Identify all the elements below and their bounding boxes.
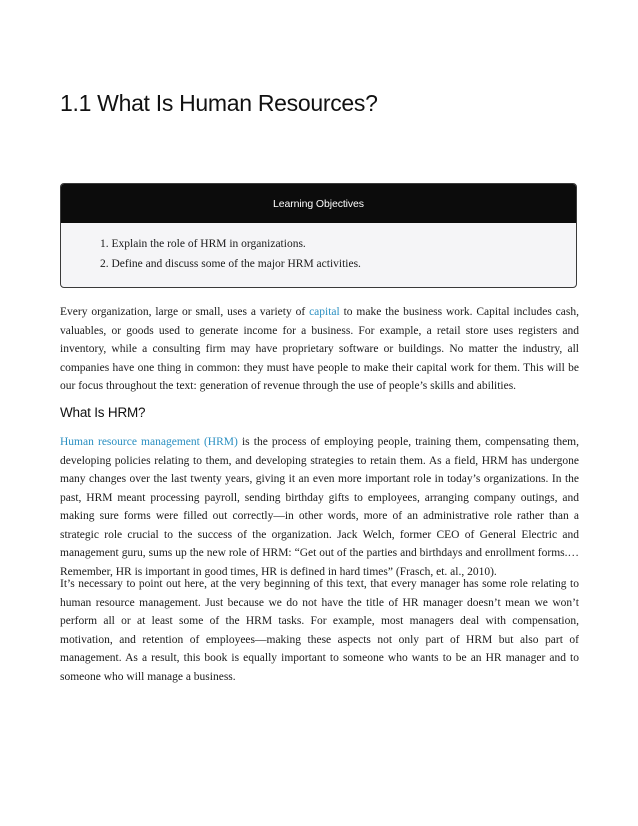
hrm-glossary-link[interactable]: Human resource management (HRM)	[60, 436, 238, 448]
learning-objectives-list	[100, 234, 361, 274]
hrm-definition-paragraph	[60, 433, 579, 581]
learning-objectives-box	[60, 183, 577, 288]
intro-paragraph	[60, 303, 579, 396]
intro-text-after-link: to make the business work. Capital includes cash, valuables, or goods used to generate income for a business. For example, a retail store uses registers and inventory, while a consulting firm may have proprietary software or buildings. No matter the industry, all companies have one thing in common: they must have people to make their capital work for them. This will be our focus throughout the text: generation of revenue through the use of people’s skills and abilities.	[60, 306, 579, 392]
section-heading-what-is-hrm: What Is HRM?	[60, 405, 146, 420]
hrm-definition-text: is the process of employing people, training them, compensating them, developing policies relating to them, and developing strategies to retain them. As a field, HRM has undergone many changes over the last twenty years, giving it an even more important role in today’s organizations. In the past, HRM meant processing payroll, sending birthday gifts to employees, arranging company outings, and making sure forms were filled out correctly—in other words, more of an administrative role rather than a strategic role crucial to the success of the organization. Jack Welch, former CEO of General Electric and management guru, sums up the new role of HRM: “Get out of the parties and birthdays and enrollment forms.… Remember, HR is important in good times, HR is defined in hard times” (Frasch, et. al., 2010).	[60, 436, 579, 578]
capital-glossary-link[interactable]: capital	[309, 306, 340, 318]
manager-role-paragraph: It’s necessary to point out here, at the very beginning of this text, that every manager has some role relating to human resource management. Just because we do not have the title of HR manager doesn’t mean we won’t perform all or at least some of the HRM tasks. For example, most managers deal with compensation, motivation, and retention of employees—making these aspects not only part of HRM but also part of management. As a result, this book is equally important to someone who wants to be an HR manager and to someone who will manage a business.	[60, 578, 579, 683]
intro-text-before-link: Every organization, large or small, uses a variety of	[60, 306, 310, 318]
learning-objective-item: 2. Define and discuss some of the major HRM activities.	[100, 258, 361, 270]
learning-objectives-header: Learning Objectives	[61, 184, 576, 223]
learning-objective-item: 1. Explain the role of HRM in organizations.	[100, 238, 306, 250]
page-title: 1.1 What Is Human Resources?	[60, 90, 378, 116]
